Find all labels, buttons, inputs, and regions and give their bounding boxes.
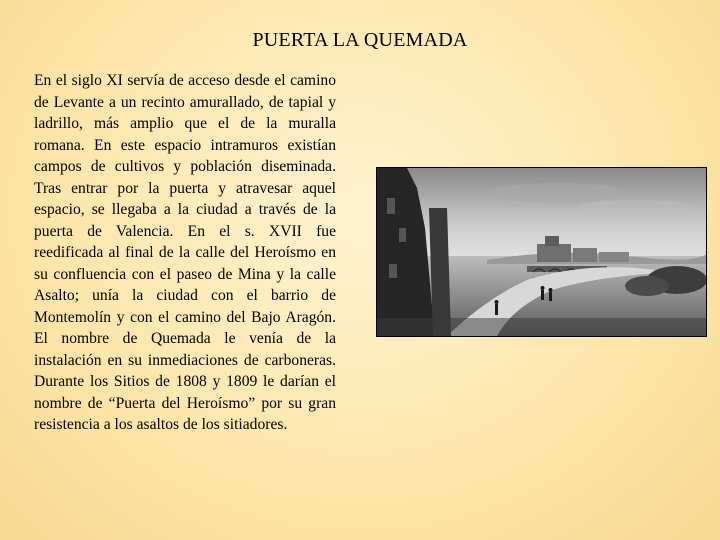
historical-engraving-image (376, 167, 707, 337)
slide-body-text: En el siglo XI servía de acceso desde el camino de Levante a un recinto amurallado, de tapial y ladrillo, más amplio que el de la muralla romana. En este espacio intramuros existían campos de cultivos y población diseminada. Tras entrar por la puerta y atravesar aquel espacio, se llegaba a la ciudad a través de la puerta de Valencia. En el s. XVII fue reedificada al final de la calle del Heroísmo en su confluencia con el paseo de Mina y la calle Asalto; unía la ciudad con el barrio de Montemolín y con el camino del Bajo Aragón. El nombre de Quemada le venía de la instalación en su inmediaciones de carboneras. Durante los Sitios de 1808 y 1809 le darían el nombre de “Puerta del Heroísmo” por su gran resistencia a los asaltos de los sitiadores. (34, 72, 336, 433)
slide-title: PUERTA LA QUEMADA (252, 29, 468, 51)
engraving-illustration-icon (377, 168, 706, 336)
